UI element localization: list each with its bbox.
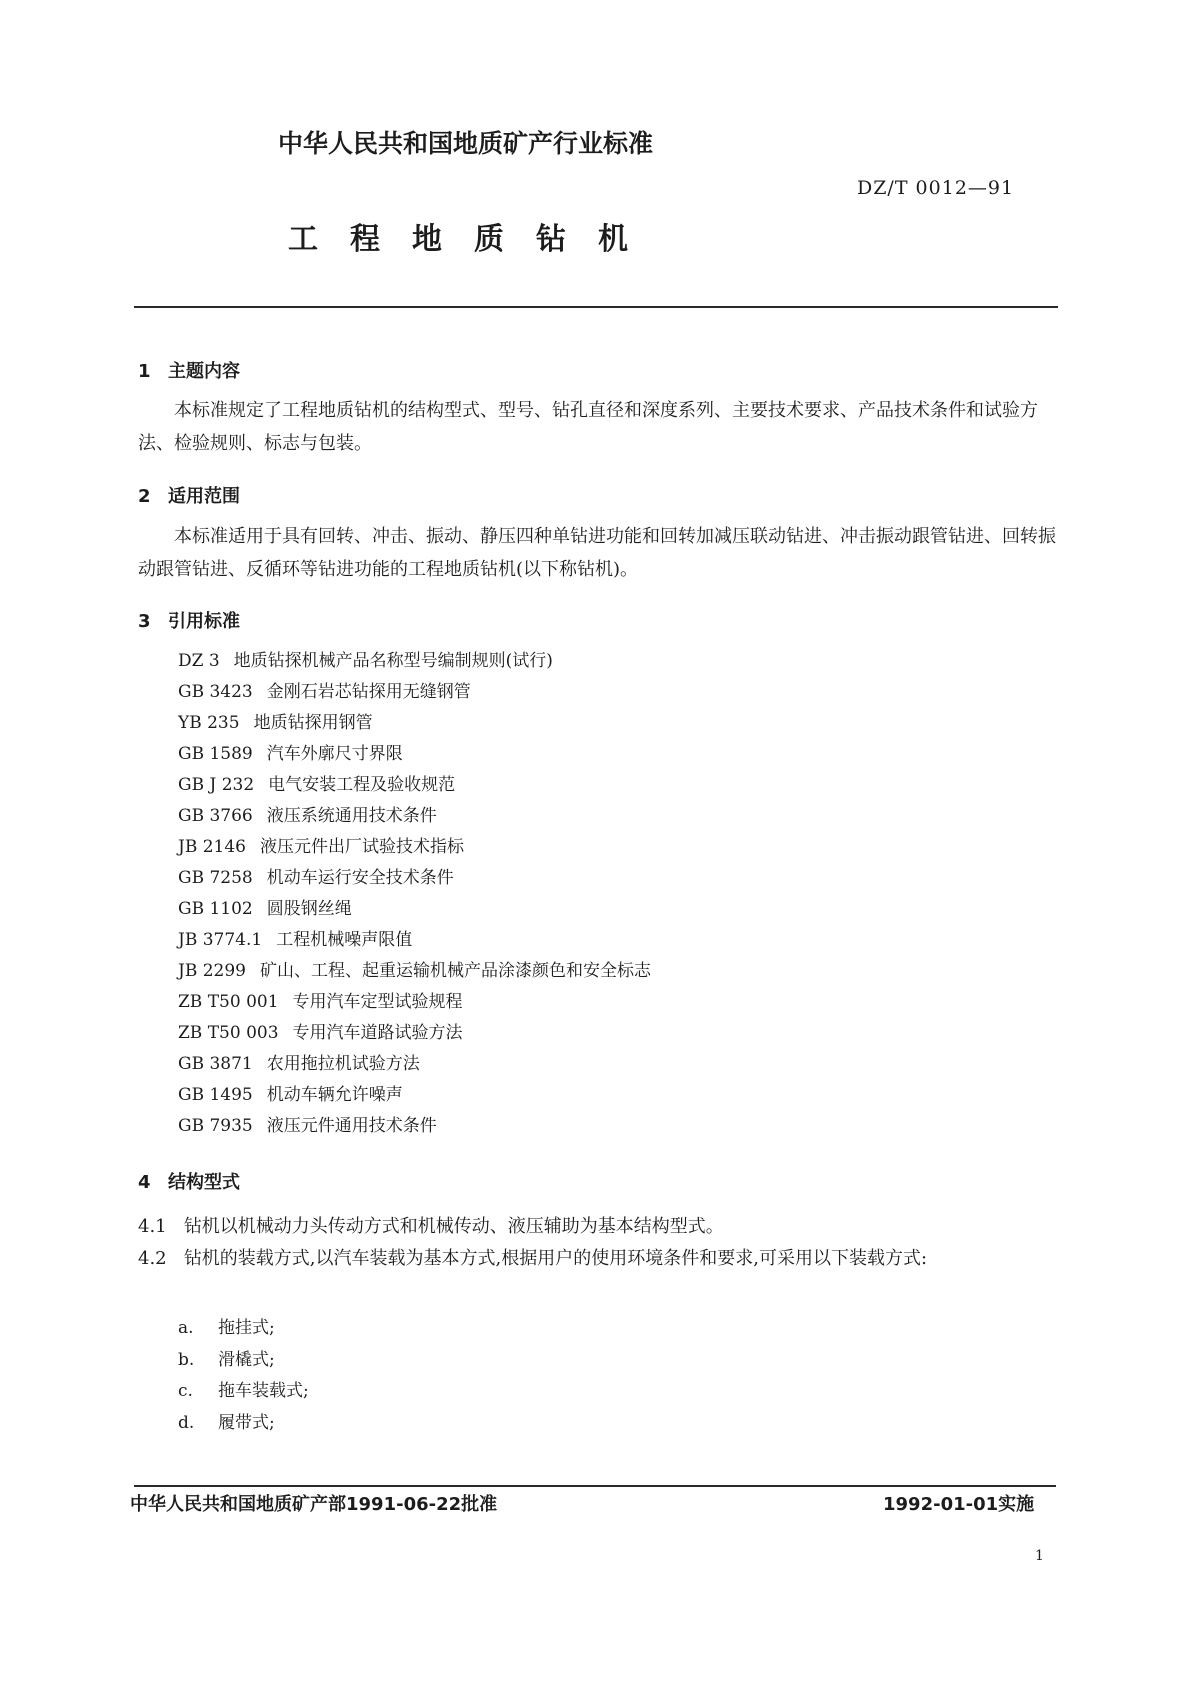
section-title: 引用标准 xyxy=(168,611,240,632)
reference-item xyxy=(178,739,651,770)
clause-number: 4.2 xyxy=(138,1248,167,1269)
section-3-heading xyxy=(138,607,240,633)
reference-name: 汽车外廓尺寸界限 xyxy=(266,744,403,764)
list-letter: d. xyxy=(178,1412,195,1433)
clause-text: 钻机以机械动力头传动方式和机械传动、液压辅助为基本结构型式。 xyxy=(183,1216,724,1237)
reference-code: GB 1102 xyxy=(178,899,253,919)
section-1-paragraph: 本标准规定了工程地质钻机的结构型式、型号、钻孔直径和深度系列、主要技术要求、产品技术条件和试验方法、检验规则、标志与包装。 xyxy=(138,400,1038,454)
reference-name: 圆股钢丝绳 xyxy=(266,899,352,919)
reference-code: GB 7258 xyxy=(178,868,253,888)
reference-name: 金刚石岩芯钻探用无缝钢管 xyxy=(266,682,471,702)
document-title: 工程地质钻机 xyxy=(288,222,660,257)
list-letter: a. xyxy=(178,1318,194,1338)
reference-code: GB 3766 xyxy=(178,806,253,826)
clause-4-2 xyxy=(138,1242,1058,1275)
section-number: 4 xyxy=(138,1172,151,1193)
list-text: 拖车装载式; xyxy=(218,1381,309,1401)
reference-code: JB 2146 xyxy=(178,837,246,857)
clause-4-1 xyxy=(138,1210,1058,1243)
reference-code: JB 3774.1 xyxy=(178,930,263,950)
reference-code: GB 3423 xyxy=(178,682,253,702)
reference-code: ZB T50 003 xyxy=(178,1023,279,1043)
list-text: 履带式; xyxy=(218,1412,275,1433)
effective-date: 1992-01-01实施 xyxy=(883,1494,1035,1515)
reference-item xyxy=(178,832,651,863)
list-text: 滑橇式; xyxy=(218,1349,275,1370)
list-letter: b. xyxy=(178,1349,195,1370)
standard-code: DZ/T 0012—91 xyxy=(857,177,1015,199)
list-item xyxy=(178,1345,309,1377)
reference-code: GB 7935 xyxy=(178,1116,253,1136)
reference-item xyxy=(178,646,651,677)
reference-code: YB 235 xyxy=(178,713,240,733)
reference-name: 专用汽车定型试验规程 xyxy=(292,992,463,1012)
reference-name: 矿山、工程、起重运输机械产品涂漆颜色和安全标志 xyxy=(259,961,651,981)
reference-code: GB 1589 xyxy=(178,744,253,764)
reference-item xyxy=(178,801,651,832)
reference-item xyxy=(178,1111,651,1142)
reference-item xyxy=(178,863,651,894)
reference-name: 地质钻探用钢管 xyxy=(253,713,373,733)
reference-name: 电气安装工程及验收规范 xyxy=(268,775,456,795)
reference-code: GB 3871 xyxy=(178,1054,253,1074)
header-divider xyxy=(134,306,1058,308)
reference-name: 机动车辆允许噪声 xyxy=(266,1085,403,1105)
reference-item xyxy=(178,1049,651,1080)
list-item xyxy=(178,1313,309,1345)
approval-note: 中华人民共和国地质矿产部1991-06-22批准 xyxy=(130,1494,498,1515)
reference-code: JB 2299 xyxy=(178,961,246,981)
page-number: 1 xyxy=(1035,1548,1044,1564)
reference-item xyxy=(178,1018,651,1049)
reference-item xyxy=(178,677,651,708)
section-4-heading xyxy=(138,1168,240,1194)
reference-item xyxy=(178,708,651,739)
clause-number: 4.1 xyxy=(138,1216,167,1237)
mount-type-list xyxy=(178,1313,309,1439)
section-2-paragraph: 本标准适用于具有回转、冲击、振动、静压四种单钻进功能和回转加减压联动钻进、冲击振动跟管钻进、回转振动跟管钻进、反循环等钻进功能的工程地质钻机(以下称钻机)。 xyxy=(138,526,1056,580)
reference-name: 农用拖拉机试验方法 xyxy=(266,1054,420,1074)
list-item xyxy=(178,1376,309,1408)
section-number: 2 xyxy=(138,486,151,507)
footer-divider xyxy=(134,1485,1056,1487)
reference-name: 专用汽车道路试验方法 xyxy=(292,1023,463,1043)
reference-code: DZ 3 xyxy=(178,651,220,671)
reference-item xyxy=(178,956,651,987)
list-item xyxy=(178,1408,309,1440)
reference-code: GB J 232 xyxy=(178,775,255,795)
section-title: 适用范围 xyxy=(168,486,240,507)
section-title: 结构型式 xyxy=(168,1172,240,1193)
reference-name: 地质钻探机械产品名称型号编制规则(试行) xyxy=(233,651,553,671)
reference-name: 液压系统通用技术条件 xyxy=(266,806,437,826)
reference-name: 液压元件通用技术条件 xyxy=(266,1116,437,1136)
reference-list xyxy=(178,646,651,1142)
reference-item xyxy=(178,925,651,956)
list-text: 拖挂式; xyxy=(218,1318,275,1338)
list-letter: c. xyxy=(178,1381,193,1401)
reference-code: GB 1495 xyxy=(178,1085,253,1105)
reference-name: 机动车运行安全技术条件 xyxy=(266,868,454,888)
reference-item xyxy=(178,894,651,925)
section-2-heading xyxy=(138,482,240,508)
reference-item xyxy=(178,987,651,1018)
section-number: 1 xyxy=(138,361,151,382)
reference-name: 工程机械噪声限值 xyxy=(276,930,413,950)
clause-text: 钻机的装载方式,以汽车装载为基本方式,根据用户的使用环境条件和要求,可采用以下装载方式: xyxy=(183,1248,928,1269)
reference-item xyxy=(178,770,651,801)
reference-name: 液压元件出厂试验技术指标 xyxy=(259,837,464,857)
reference-item xyxy=(178,1080,651,1111)
section-1-heading xyxy=(138,357,240,383)
section-title: 主题内容 xyxy=(168,361,240,382)
reference-code: ZB T50 001 xyxy=(178,992,279,1012)
section-number: 3 xyxy=(138,611,151,632)
standard-title: 中华人民共和国地质矿产行业标准 xyxy=(278,129,654,158)
